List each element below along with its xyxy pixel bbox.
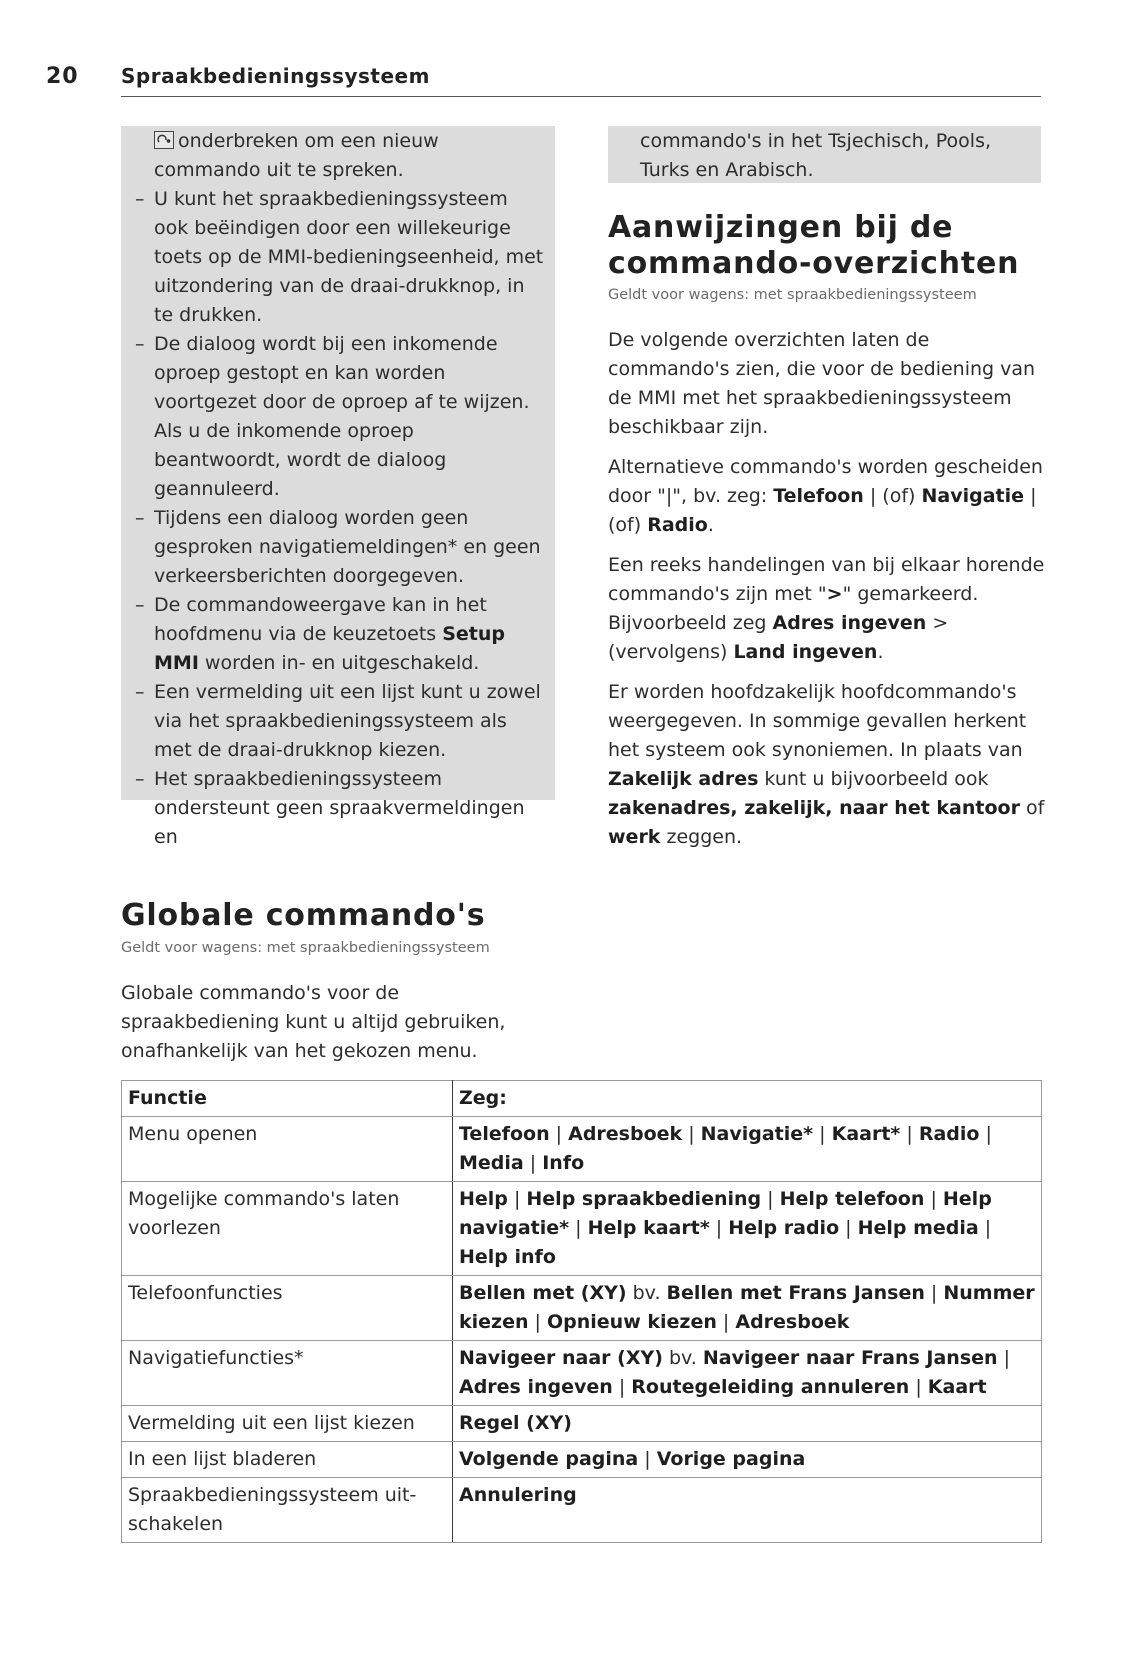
paragraph: Er worden hoofdzakelijk hoofdcommando's weergegeven. In sommige gevallen herkent het systeem ook synoniemen. In plaats van Zakelijk adres kunt u bijvoorbeeld ook zakenadres, zakelijk, naar het kantoor of werk zeggen.: [608, 681, 1045, 848]
global-commands-table: [121, 1080, 1042, 1543]
section-subtitle-global: Geldt voor wagens: met spraakbedieningssysteem: [121, 940, 490, 956]
table-row: Menu openen Telefoon | Adresboek | Navigatie* | Kaart* | Radio | Media | Info: [122, 1117, 1042, 1182]
talk-button-icon: [154, 131, 174, 149]
list-item: – De commandoweergave kan in het hoofdmenu via de keuzetoets Setup MMI worden in- en uitgeschakeld.: [135, 594, 506, 674]
column-header-say: Zeg:: [453, 1081, 1042, 1117]
header-rule: [121, 96, 1041, 97]
section-title-hints: Aanwijzingen bij de commando-overzichten: [608, 210, 1020, 281]
page-number: 20: [46, 64, 79, 89]
paragraph: De volgende overzichten laten de commando's zien, die voor de bediening van de MMI met het spraakbedieningssysteem beschikbaar zijn.: [608, 329, 1036, 438]
table-row: Spraakbedieningssysteem uitschakelen Annulering: [122, 1478, 1042, 1543]
note-box-right: commando's in het Tsjechisch, Pools, Turks en Arabisch.: [608, 126, 1041, 183]
note-bullet-list: [135, 185, 545, 852]
table-row: In een lijst bladeren Volgende pagina | Vorige pagina: [122, 1442, 1042, 1478]
list-item: – U kunt het spraakbedieningssysteem ook beëindigen door een willekeurige toets op de MMI-bedieningseenheid, met uitzondering van de draai-drukknop, in te drukken.: [135, 188, 544, 326]
paragraph: Een reeks handelingen van bij elkaar horende commando's zijn met ">" gemarkeerd. Bijvoorbeeld zeg Adres ingeven > (vervolgens) Land ingeven.: [608, 554, 1045, 663]
table-header-row: [122, 1081, 1042, 1117]
column-header-function: Functie: [122, 1081, 453, 1117]
table-row: Navigatiefuncties* Navigeer naar (XY) bv. Navigeer naar Frans Jansen | Adres ingeven | Routegeleiding annuleren | Kaart: [122, 1341, 1042, 1406]
list-item: – De dialoog wordt bij een inkomende oproep gestopt en kan worden voortgezet door de oproep af te wijzen. Als u de inkomende oproep beantwoordt, wordt de dialoog geannuleerd.: [135, 333, 530, 500]
note-box-left: [121, 126, 555, 848]
paragraph: Alternatieve commando's worden gescheiden door "|", bv. zeg: Telefoon | (of) Navigatie | (of) Radio.: [608, 456, 1043, 536]
table-row: Telefoonfuncties Bellen met (XY) bv. Bellen met Frans Jansen | Nummer kiezen | Opnieuw kiezen | Adresboek: [122, 1276, 1042, 1341]
global-intro: Globale commando's voor de spraakbediening kunt u altijd gebruiken, onafhankelijk van het gekozen menu.: [121, 982, 506, 1062]
section-subtitle-hints: Geldt voor wagens: met spraakbedieningssysteem: [608, 287, 977, 303]
running-header-title: Spraakbedieningssysteem: [121, 64, 430, 88]
list-item: – Tijdens een dialoog worden geen gesproken navigatiemeldingen* en geen verkeersberichten doorgegeven.: [135, 507, 541, 587]
section-title-global: Globale commando's: [121, 898, 486, 933]
hints-body: [608, 326, 1048, 863]
table-row: Mogelijke commando's laten voorlezen Help | Help spraakbediening | Help telefoon | Help navigatie* | Help kaart* | Help radio | Help media | Help info: [122, 1182, 1042, 1276]
table-row: Vermelding uit een lijst kiezen Regel (XY): [122, 1406, 1042, 1442]
list-item: – Een vermelding uit een lijst kunt u zowel via het spraakbedieningssysteem als met de draai-drukknop kiezen.: [135, 681, 541, 761]
list-item: – Het spraakbedieningssysteem ondersteunt geen spraakvermeldingen en: [135, 768, 525, 848]
note-intro: onderbreken om een nieuw commando uit te spreken.: [154, 130, 439, 181]
